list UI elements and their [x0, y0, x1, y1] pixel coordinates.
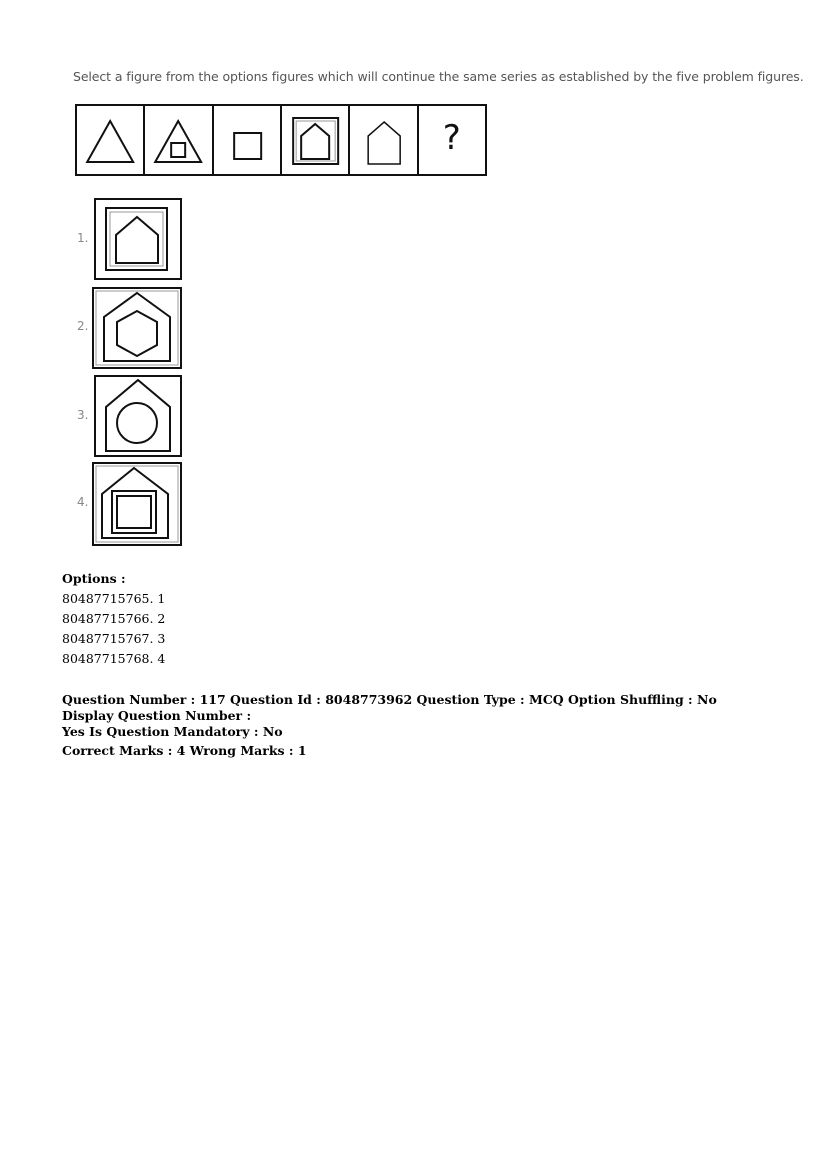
problem-figure-3: [214, 106, 282, 174]
question-marks: Correct Marks : 4 Wrong Marks : 1: [62, 743, 307, 758]
option-id-2: 80487715766. 2: [62, 611, 166, 626]
circle-in-pentagon-option-shape: [94, 375, 182, 457]
square-shape: [214, 106, 280, 174]
option-figure-label-1: 1.: [77, 231, 89, 245]
option-id-3: 80487715767. 3: [62, 631, 166, 646]
pentagon-in-square-shape: [282, 106, 348, 174]
question-meta-line-1: Question Number : 117 Question Id : 8048773962 Question Type : MCQ Option Shuffling : No Display Question Number :: [62, 692, 717, 723]
problem-figure-2: [145, 106, 213, 174]
pentagon-shape: [350, 106, 416, 174]
option-figure-label-2: 2.: [77, 319, 89, 333]
option-id-4: 80487715768. 4: [62, 651, 166, 666]
option-figure-label-3: 3.: [77, 408, 89, 422]
problem-figure-4: [282, 106, 350, 174]
question-mark: ?: [442, 118, 461, 158]
triangle-with-square-shape: [145, 106, 211, 174]
option-id-1: 80487715765. 1: [62, 591, 166, 606]
problem-figure-5: [350, 106, 418, 174]
option-figure-label-4: 4.: [77, 495, 89, 509]
hexagon-in-pentagon-option-shape: [92, 287, 182, 369]
triangle-shape: [77, 106, 143, 174]
pentagon-in-square-option-shape: [94, 198, 182, 280]
problem-figure-unknown: [419, 106, 485, 174]
options-heading: Options :: [62, 571, 126, 586]
option-figure-3[interactable]: [94, 375, 182, 457]
problem-figures-strip: [75, 104, 487, 176]
option-figure-1[interactable]: [94, 198, 182, 280]
question-meta-line-2: Yes Is Question Mandatory : No: [62, 724, 283, 739]
square-in-pentagon-option-shape: [92, 462, 182, 546]
question-instruction: Select a figure from the options figures which will continue the same series as established by the five problem figures.: [73, 69, 804, 84]
problem-figure-1: [77, 106, 145, 174]
option-figure-4[interactable]: [92, 462, 182, 546]
question-meta: [62, 692, 772, 759]
option-figure-2[interactable]: [92, 287, 182, 369]
